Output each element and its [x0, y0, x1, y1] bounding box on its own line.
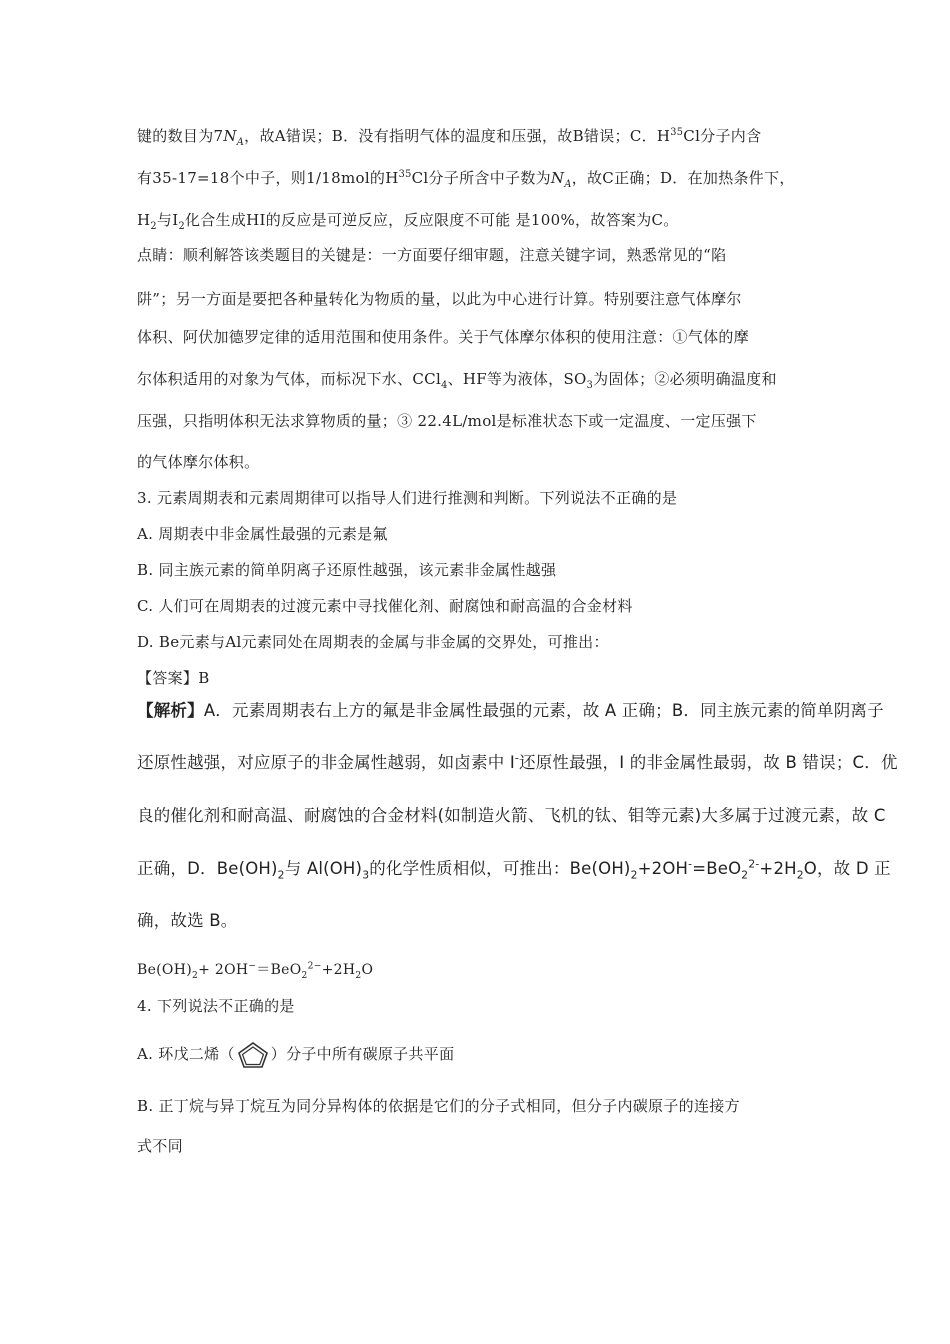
q3-option-a: A. 周期表中非金属性最强的元素是氟: [137, 525, 388, 543]
q3-option-c: C. 人们可在周期表的过渡元素中寻找催化剂、耐腐蚀和耐高温的合金材料: [137, 597, 633, 615]
q3-analysis-line-2: 还原性越强，对应原子的非金属性越弱，如卤素中 I-还原性最强，I 的非金属性最弱，故 B 错误；C．优: [137, 751, 898, 772]
tip-line-3: 体积、阿伏加德罗定律的适用范围和使用条件。关于气体摩尔体积的使用注意：①气体的摩: [137, 328, 750, 346]
tip-line-1: 点睛：顺利解答该类题目的关键是：一方面要仔细审题，注意关键字词，熟悉常见的“陷: [137, 246, 727, 264]
q3-answer: 【答案】B: [137, 669, 210, 687]
q4-stem: 4. 下列说法不正确的是: [137, 997, 295, 1015]
prev-analysis-line-3: $H_2$与$I_2$化合生成HI的反应是可逆反应，反应限度不可能 是100%，故答案为C。: [137, 211, 679, 232]
cyclopentadiene-structure-icon: [235, 1040, 271, 1070]
q3-stem: 3. 元素周期表和元素周期律可以指导人们进行推测和判断。下列说法不正确的是: [137, 489, 678, 507]
q4-option-b-line-1: B. 正丁烷与异丁烷互为同分异构体的依据是它们的分子式相同，但分子内碳原子的连接方: [137, 1097, 740, 1115]
q3-analysis-line-5: 确，故选 B。: [137, 911, 238, 930]
prev-analysis-line-1: 键的数目为$7N_A$，故A错误；B．没有指明气体的温度和压强，故B错误；C．$H^{35}Cl$分子内含: [137, 127, 762, 148]
q3-option-d: D. Be元素与Al元素同处在周期表的金属与非金属的交界处，可推出：: [137, 633, 609, 651]
q3-analysis-line-4: 正确，D．$Be(OH)_2$与 $Al(OH)_3$的化学性质相似，可推出：$Be(OH)_2+2OH^-=BeO_2^{2-}+2H_2O$，故 D 正: [137, 857, 891, 882]
tip-line-5: 压强，只指明体积无法求算物质的量；③ 22.4L/mol是标准状态下或一定温度、一定压强下: [137, 412, 757, 430]
q3-analysis-line-3: 良的催化剂和耐高温、耐腐蚀的合金材料(如制造火箭、飞机的钛、钼等元素)大多属于过渡元素，故 C: [137, 806, 886, 825]
tip-line-6: 的气体摩尔体积。: [137, 453, 260, 471]
tip-line-4: 尔体积适用的对象为气体，而标况下水、CCl$_4$、HF等为液体，$SO_3$为固体；②必须明确温度和: [137, 370, 777, 391]
q3-option-b: B. 同主族元素的简单阴离子还原性越强，该元素非金属性越强: [137, 561, 557, 579]
q4-option-b-line-2: 式不同: [137, 1137, 183, 1155]
tip-line-2: 阱”；另一方面是要把各种量转化为物质的量，以此为中心进行计算。特别要注意气体摩尔: [137, 290, 742, 308]
prev-analysis-line-2: 有35-17=18个中子，则1/18mol的$H^{35}Cl$分子所含中子数为$N_A$，故C正确；D．在加热条件下，: [137, 169, 795, 190]
analysis-label: 【解析】: [137, 701, 204, 720]
q4-option-a: A. 环戊二烯（ ）分子中所有碳原子共平面: [137, 1037, 454, 1071]
q3-equation: $Be(OH)_2+ 2OH^-=BeO_2^{2-}+2H_2O$: [137, 961, 374, 981]
q3-analysis-line-1: 【解析】A．元素周期表右上方的氟是非金属性最强的元素，故 A 正确；B．同主族元素的简单阴离子: [137, 701, 884, 720]
